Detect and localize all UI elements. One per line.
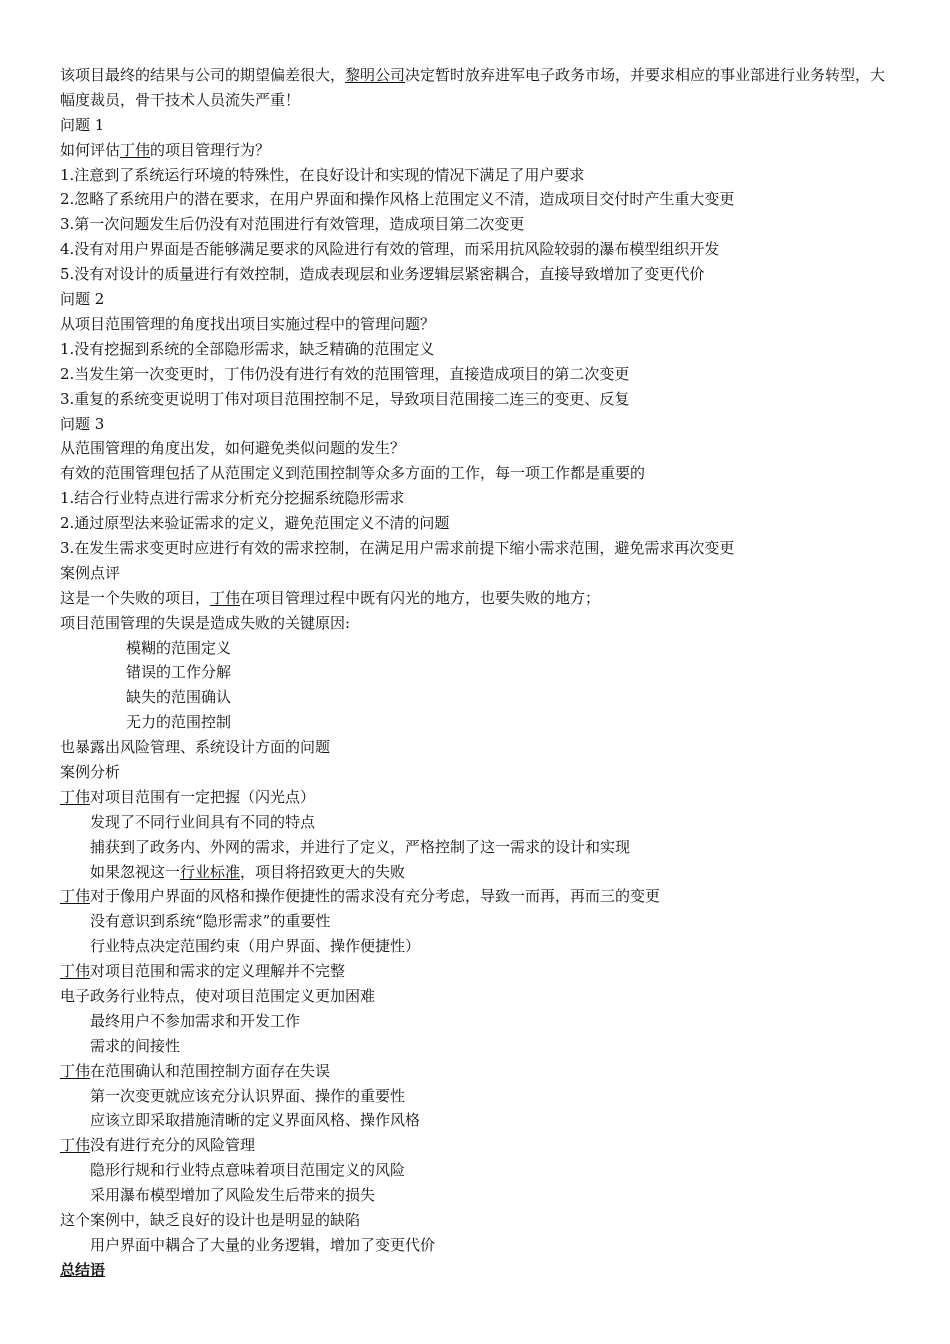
company-link[interactable]: 黎明公司	[345, 66, 406, 84]
analysis-point-1-sub-3: 如果忽视这一行业标准，项目将招致更大的失败	[90, 862, 406, 881]
q3-item-1: 1.结合行业特点进行需求分析充分挖掘系统隐形需求	[60, 489, 405, 508]
q1-item-3: 3.第一次问题发生后仍没有对范围进行有效管理，造成项目第二次变更	[60, 215, 525, 234]
analysis-point-1: 丁伟对项目范围有一定把握（闪光点）	[60, 787, 316, 806]
document-page	[60, 63, 900, 1283]
q2-item-3: 3.重复的系统变更说明丁伟对项目范围控制不足，导致项目范围接二连三的变更、反复	[60, 389, 630, 408]
person-link[interactable]: 丁伟	[120, 140, 151, 159]
analysis-point-4-sub-1: 第一次变更就应该充分认识界面、操作的重要性	[90, 1086, 406, 1105]
analysis-point-1-sub-1: 发现了不同行业间具有不同的特点	[90, 812, 316, 831]
q3-heading: 问题 3	[60, 414, 105, 433]
analysis-point-1-sub-2: 捕获到了政务内、外网的需求，并进行了定义，严格控制了这一需求的设计和实现	[90, 837, 631, 856]
review-reason-1: 模糊的范围定义	[126, 638, 232, 657]
review-line-2: 项目范围管理的失误是造成失败的关键原因:	[60, 613, 351, 632]
person-link[interactable]: 丁伟	[60, 787, 91, 806]
q1-item-2: 2.忽略了系统用户的潜在要求，在用户界面和操作风格上范围定义不清，造成项目交付时产生重大变更	[60, 190, 735, 209]
analysis-point-2: 丁伟对于像用户界面的风格和操作便捷性的需求没有充分考虑，导致一而再，再而三的变更	[60, 887, 661, 906]
q3-item-2: 2.通过原型法来验证需求的定义，避免范围定义不清的问题	[60, 514, 450, 533]
review-reason-3: 缺失的范围确认	[126, 688, 232, 707]
intro-text: 该项目最终的结果与公司的期望偏差很大，	[60, 66, 346, 84]
analysis-point-4-sub-2: 应该立即采取措施清晰的定义界面风格、操作风格	[90, 1111, 421, 1130]
analysis-heading: 案例分析	[60, 762, 121, 781]
person-link[interactable]: 丁伟	[210, 588, 241, 607]
analysis-point-3: 丁伟对项目范围和需求的定义理解并不完整	[60, 962, 346, 981]
review-reason-4: 无力的范围控制	[126, 713, 232, 732]
analysis-point-4: 丁伟在范围确认和范围控制方面存在失误	[60, 1061, 331, 1080]
q2-item-1: 1.没有挖掘到系统的全部隐形需求，缺乏精确的范围定义	[60, 339, 435, 358]
q3-lead: 有效的范围管理包括了从范围定义到范围控制等众多方面的工作，每一项工作都是重要的	[60, 464, 646, 483]
review-line-1: 这是一个失败的项目，丁伟在项目管理过程中既有闪光的地方，也要失败的地方；	[60, 588, 601, 607]
q1-item-4: 4.没有对用户界面是否能够满足要求的风险进行有效的管理，而采用抗风险较弱的瀑布模型组织开发	[60, 240, 720, 259]
q3-question: 从范围管理的角度出发，如何避免类似问题的发生？	[60, 439, 406, 458]
analysis-point-5-sub-1: 隐形行规和行业特点意味着项目范围定义的风险	[90, 1161, 406, 1180]
industry-standard-link[interactable]: 行业标准	[180, 862, 241, 881]
q1-item-5: 5.没有对设计的质量进行有效控制，造成表现层和业务逻辑层紧密耦合，直接导致增加了变更代价	[60, 265, 705, 284]
q2-item-2: 2.当发生第一次变更时，丁伟仍没有进行有效的范围管理，直接造成项目的第二次变更	[60, 364, 630, 383]
analysis-point-3-sub-1: 最终用户不参加需求和开发工作	[90, 1011, 301, 1030]
q2-heading: 问题 2	[60, 290, 105, 309]
analysis-point-6: 这个案例中，缺乏良好的设计也是明显的缺陷	[60, 1211, 361, 1229]
conclusion-heading: 总结语	[60, 1260, 106, 1279]
review-reason-2: 错误的工作分解	[126, 663, 232, 682]
q1-item-1: 1.注意到了系统运行环境的特殊性，在良好设计和实现的情况下满足了用户要求	[60, 165, 585, 184]
person-link[interactable]: 丁伟	[60, 1061, 91, 1080]
person-link[interactable]: 丁伟	[60, 962, 91, 981]
q1-heading: 问题 1	[60, 115, 105, 134]
review-line-3: 也暴露出风险管理、系统设计方面的问题	[60, 738, 331, 757]
analysis-point-5-sub-2: 采用瀑布模型增加了风险发生后带来的损失	[90, 1186, 376, 1205]
analysis-point-3-sub-2: 需求的间接性	[90, 1036, 181, 1055]
analysis-point-2-sub-2: 行业特点决定范围约束（用户界面、操作便捷性）	[90, 937, 421, 956]
q1-question: 如何评估丁伟的项目管理行为？	[60, 140, 271, 159]
analysis-point-2-sub-1: 没有意识到系统“隐形需求”的重要性	[90, 912, 331, 931]
intro-text-continued: 决定暂时放弃进军电子政务市场，并要求相应的事业部进行业务转型，大幅度裁员，骨干技术人员流失严重！	[60, 66, 886, 109]
person-link[interactable]: 丁伟	[60, 887, 91, 906]
review-heading: 案例点评	[60, 563, 121, 582]
intro-paragraph	[60, 63, 900, 113]
analysis-point-6-sub-1: 用户界面中耦合了大量的业务逻辑，增加了变更代价	[90, 1235, 436, 1254]
person-link[interactable]: 丁伟	[60, 1136, 91, 1155]
q3-item-3: 3.在发生需求变更时应进行有效的需求控制，在满足用户需求前提下缩小需求范围，避免需求再次变更	[60, 538, 735, 557]
analysis-point-3-line: 电子政务行业特点，使对项目范围定义更加困难	[60, 986, 376, 1005]
q2-question: 从项目范围管理的角度找出项目实施过程中的管理问题？	[60, 314, 436, 333]
analysis-point-5: 丁伟没有进行充分的风险管理	[60, 1136, 256, 1155]
